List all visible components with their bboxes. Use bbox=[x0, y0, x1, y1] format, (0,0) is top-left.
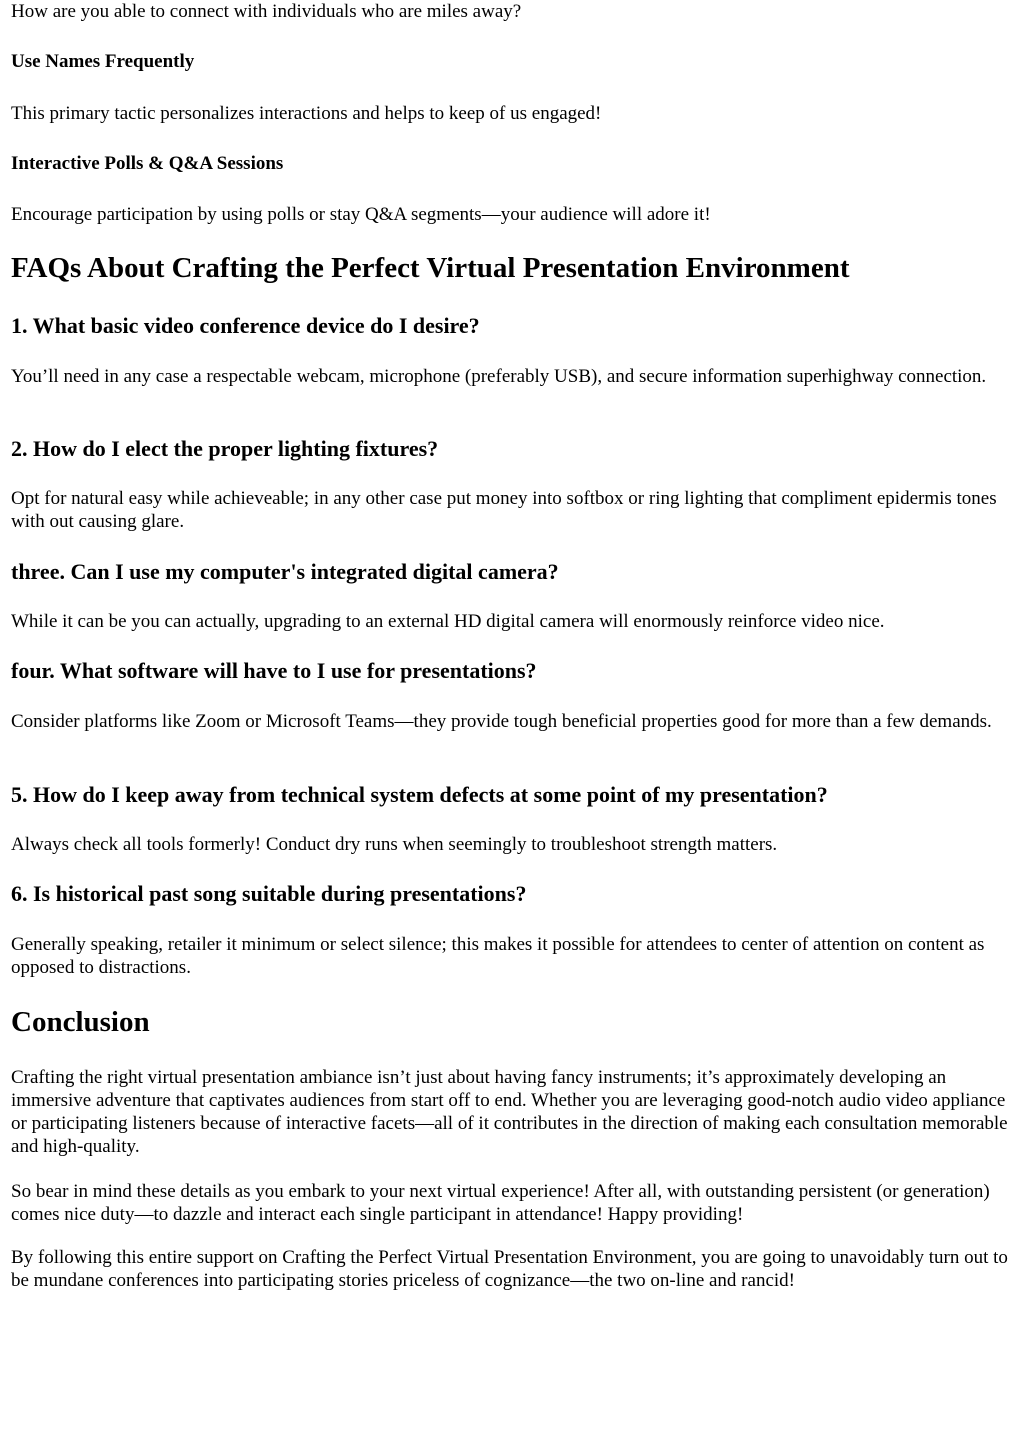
faq-question-2: 2. How do I elect the proper lighting fixtures? bbox=[11, 436, 439, 461]
tip-text-polls: Encourage participation by using polls or stay Q&A segments—your audience will adore it! bbox=[11, 204, 711, 225]
tip-heading-polls: Interactive Polls & Q&A Sessions bbox=[11, 153, 284, 174]
faq-answer-3: While it can be you can actually, upgrading to an external HD digital camera will enormously reinforce video nice. bbox=[11, 611, 885, 632]
faq-answer-6: Generally speaking, retailer it minimum or select silence; this makes it possible for attendees to center of attention on content as opposed to distractions. bbox=[11, 934, 985, 978]
tip-text-names: This primary tactic personalizes interactions and helps to keep of us engaged! bbox=[11, 103, 602, 124]
faq-question-5: 5. How do I keep away from technical system defects at some point of my presentation? bbox=[11, 782, 828, 807]
faq-section-title: FAQs About Crafting the Perfect Virtual Presentation Environment bbox=[11, 252, 850, 284]
tip-heading-names: Use Names Frequently bbox=[11, 51, 195, 72]
faq-answer-4: Consider platforms like Zoom or Microsoft Teams—they provide tough beneficial properties good for more than a few demands. bbox=[11, 711, 992, 732]
intro-question: How are you able to connect with individuals who are miles away? bbox=[11, 1, 522, 22]
faq-answer-1: You’ll need in any case a respectable webcam, microphone (preferably USB), and secure information superhighway connection. bbox=[11, 366, 987, 387]
conclusion-paragraph-2: So bear in mind these details as you embark to your next virtual experience! After all, with outstanding persistent (or generation) comes nice duty—to dazzle and interact each single participant in attendance! Happy providing! bbox=[11, 1181, 990, 1225]
faq-question-1: 1. What basic video conference device do I desire? bbox=[11, 313, 480, 338]
faq-question-3: three. Can I use my computer's integrated digital camera? bbox=[11, 559, 559, 584]
conclusion-paragraph-3: By following this entire support on Crafting the Perfect Virtual Presentation Environment, you are going to unavoidably turn out to be mundane conferences into participating stories priceless of cognizance—the two on-line and rancid! bbox=[11, 1247, 1008, 1291]
faq-question-6: 6. Is historical past song suitable during presentations? bbox=[11, 881, 527, 906]
faq-answer-5: Always check all tools formerly! Conduct dry runs when seemingly to troubleshoot strength matters. bbox=[11, 834, 778, 855]
faq-answer-2: Opt for natural easy while achieveable; in any other case put money into softbox or ring lighting that compliment epidermis tones with out causing glare. bbox=[11, 488, 997, 532]
faq-question-4: four. What software will have to I use for presentations? bbox=[11, 658, 537, 683]
conclusion-paragraph-1: Crafting the right virtual presentation ambiance isn’t just about having fancy instruments; it’s approximately developing an immersive adventure that captivates audiences from start off to end. Whether you are leveraging good-notch audio video appliance or participating listeners because of interactive facets—all of it contributes in the direction of making each consultation memorable and high-quality. bbox=[11, 1067, 1008, 1157]
conclusion-title: Conclusion bbox=[11, 1006, 150, 1038]
